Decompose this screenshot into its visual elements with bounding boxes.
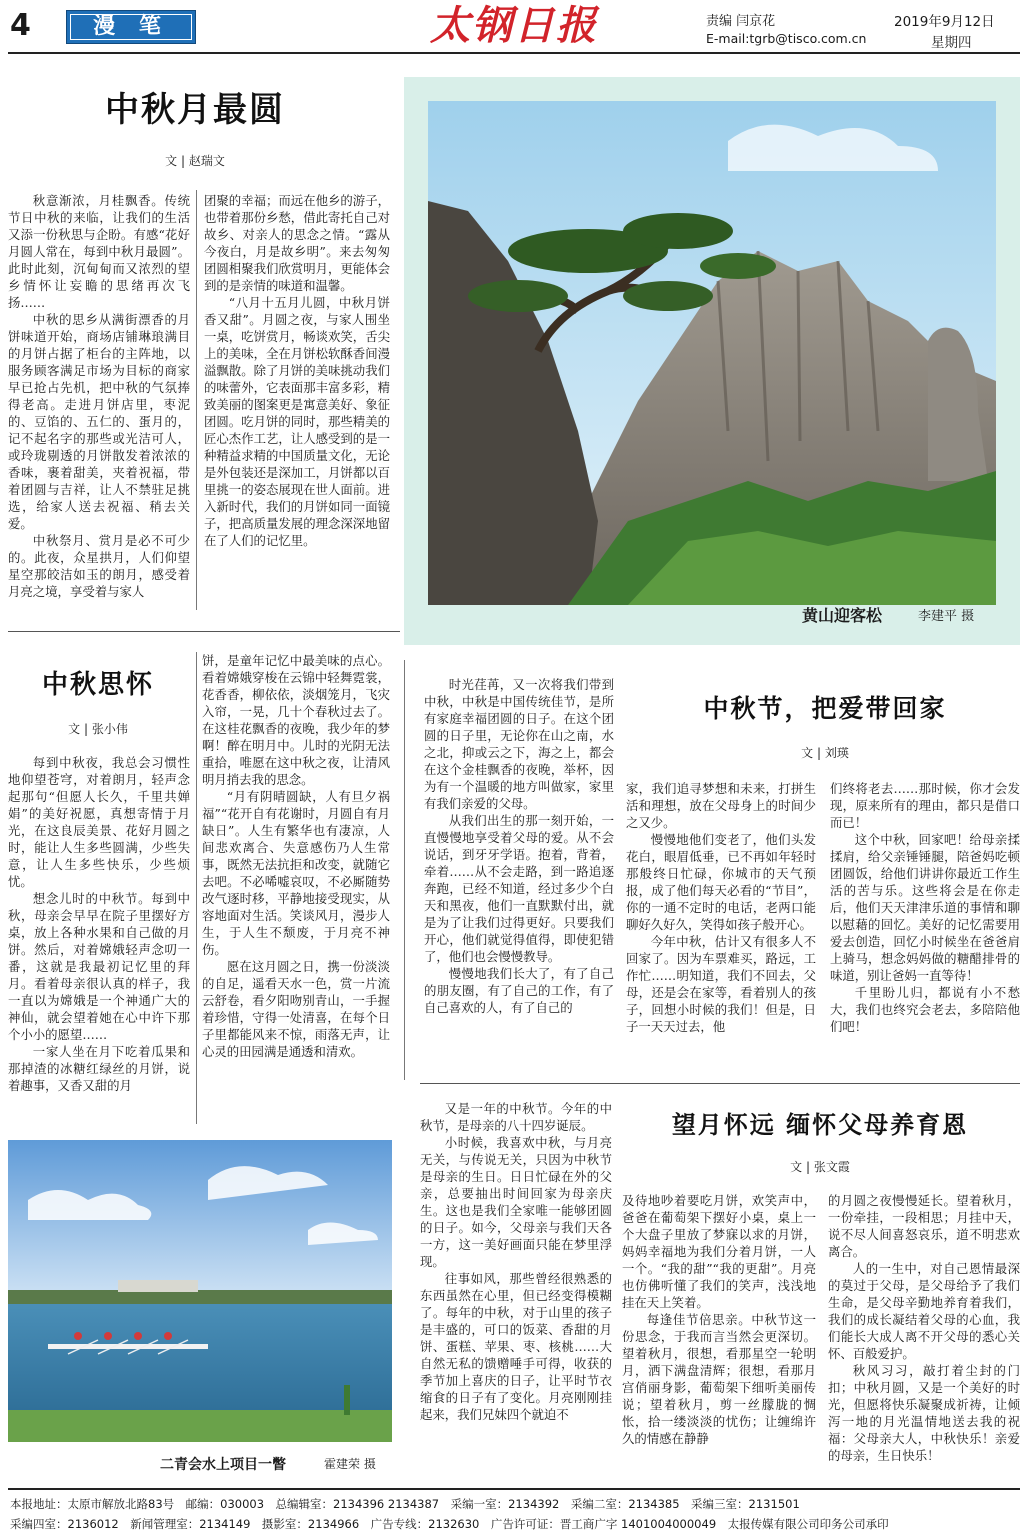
- article4-title: 望月怀远 缅怀父母养育恩: [671, 1111, 969, 1139]
- section-rule: [8, 631, 400, 632]
- paragraph: 慢慢地他们变老了，他们头发花白，眼眉低垂，已不再如年轻时那般终日忙碌，你城市的天气预报，成了他们每天必看的“节目”，你的一通不定时的电话，老两口能聊好久好久，笑得如孩子般开心。: [626, 832, 816, 932]
- article3-column-1: [424, 676, 614, 1016]
- paragraph: 时光荏苒，又一次将我们带到中秋，中秋是中国传统佳节，是所有家庭幸福团圆的日子。在这个团圆的日子里，无论你在山之南，水之北，抑或云之下，海之上，都会在这个金桂飘香的夜晚，举杯，因为有一个温暖的地方叫做家，家里有我们亲爱的父母。: [424, 677, 614, 811]
- section-tab: [66, 10, 196, 44]
- photo1-credit: 李建平 摄: [918, 609, 975, 624]
- paragraph: 这个中秋，回家吧！给母亲揉揉肩，给父亲锤锤腿，陪爸妈吃顿团圆饭，给他们讲讲你最近工作生活的苦与乐。这些将会是在你走后，他们天天津津乐道的事情和聊以慰藉的回忆。美好的记忆需要用爱去创造，回忆小时候坐在爸爸肩上骑马，想念妈妈做的糖醋排骨的味道，别让爸妈一直等待！: [830, 832, 1020, 983]
- paragraph: 愿在这月圆之日，携一份淡淡的自足，遥看天水一色，赏一片流云舒卷，看夕阳吻别青山，一手握着珍惜，守得一处清喜，在每个日子里都能风来不惊，雨落无声，让心灵的田园满是通透和清欢。: [202, 959, 390, 1059]
- article3-byline: 文 | 刘瑛: [801, 746, 849, 760]
- photo1-frame: [404, 77, 1020, 645]
- rower: [74, 1332, 82, 1340]
- paragraph: 团聚的幸福；而远在他乡的游子，也带着那份乡愁，借此寄托自己对故乡、对亲人的思念之情。“露从今夜白，月是故乡明”。来去匆匆团圆相聚我们欣赏明月，更能体会到的是亲情的味道和温馨。: [204, 193, 390, 293]
- paragraph: 们终将老去……那时候，你才会发现，原来所有的理由，都只是借口而已！: [830, 781, 1020, 830]
- issue-weekday: 星期四: [931, 35, 972, 51]
- paragraph: “八月十五月儿圆，中秋月饼香又甜”。月圆之夜，与家人围坐一桌，吃饼赏月，畅谈欢笑，舌尖上的美味，全在月饼松软酥香间漫溢飘散。除了月饼的美味挑动我们的味蕾外，它表面那丰富多彩，精致美丽的图案更是寓意美好、象征团圆。吃月饼的同时，那些精美的匠心杰作工艺，让人感受到的是一种精益求精的中国质量文化，无论是外包装还是深加工，月饼都以百里挑一的姿态展现在世人面前。进入新时代，我们的月饼如同一面镜子，把高质量发展的理念深深地留在了人们的记忆里。: [204, 295, 390, 548]
- article2-title: 中秋思怀: [41, 670, 154, 700]
- article4-byline: 文 | 张文霞: [790, 1160, 850, 1174]
- article2-column-1: [8, 754, 190, 1094]
- footer-line-2: 采编四室：2136012 新闻管理室：2134149 摄影室：2134966 广告专线：2132630 广告许可证：晋工商广字 1401004000049 太报传媒有限公司印务公司承印: [10, 1517, 889, 1531]
- column-divider: [196, 652, 197, 1124]
- article3-column-2: [626, 780, 816, 1035]
- water: [8, 1304, 392, 1414]
- paragraph: 饼，是童年记忆中最美味的点心。看着嫦娥穿梭在云锦中轻舞霓裳，花香香，柳依依，淡烟笼月，飞灾入帘，一晃，几十个春秋过去了。在这桂花飘香的夜晚，我少年的梦啊！醉在明月中。儿时的光阴无法重拾，唯愿在这中秋之夜，让清风明月捎去我的思念。: [202, 653, 390, 787]
- paragraph: 一家人坐在月下吃着瓜果和那掉渣的冰糖红绿丝的月饼，说着趣事，又香又甜的月: [8, 1044, 190, 1093]
- paragraph: 每逢佳节倍思亲。中秋节这一份思念，于我而言当然会更深切。望着秋月，很想，看那星空一轮明月，洒下满盘清辉；很想，看那月宫俏丽身影，葡萄架下细听美丽传说；望着秋月，剪一丝朦胧的惆怅，拾一缕淡淡的忧伤；让缠绵许久的情感在静静: [622, 1312, 816, 1446]
- section-rule: [420, 1083, 1020, 1084]
- paragraph: 秋意渐浓，月桂飘香。传统节日中秋的来临，让我们的生活又添一份秋思与企盼。有感“花好月圆人常在，每到中秋月最圆”。此时此刻，沉甸甸而又浓烈的望乡情怀让妄瞻的思绪再次飞扬……: [8, 193, 190, 310]
- article4-column-2: [622, 1192, 816, 1447]
- paragraph: 慢慢地我们长大了，有了自己的朋友圈，有了自己的工作，有了自己喜欢的人，有了自己的: [424, 966, 614, 1015]
- pine-canopy: [623, 281, 713, 311]
- rower: [164, 1332, 172, 1340]
- rowing-photo: [8, 1140, 392, 1442]
- paragraph: 小时候，我喜欢中秋，与月亮无关，与传说无关，只因为中秋节是母亲的生日。日日忙碌在外的父亲，总要抽出时间回家为母亲庆生。这也是我们全家唯一能够团圆的日子。如今，父母亲与我们天各一方，这一美好画面只能在梦里浮现。: [420, 1135, 612, 1269]
- footer-line-1: 本报地址：太原市解放北路83号 邮编：030003 总编辑室：2134396 2134387 采编一室：2134392 采编二室：2134385 采编三室：2131501: [10, 1497, 800, 1511]
- huangshan-pine-photo: [428, 101, 996, 605]
- article4-column-3: [828, 1192, 1020, 1464]
- editor-email: E-mail:tgrb@tisco.com.cn: [706, 31, 867, 46]
- rower: [104, 1332, 112, 1340]
- page-number: 4: [10, 8, 31, 43]
- grass-tuft: [344, 1385, 350, 1415]
- rowing-boat: [48, 1344, 208, 1349]
- paragraph: 千里盼儿归，都说有小不愁大，我们也终究会老去，多陪陪他们吧！: [830, 985, 1020, 1034]
- masthead-logo: 太钢日报: [430, 2, 598, 49]
- editor-credit: 责编 闫京花: [706, 14, 776, 29]
- paragraph: 家，我们追寻梦想和未来，打拼生活和理想，放在父母身上的时间少之又少。: [626, 781, 816, 830]
- paragraph: 今年中秋，估计又有很多人不回家了。因为车票难买，路远，工作忙……明知道，我们不回去，父母，还是会在家等，看着别人的孩子，回想小时候的我们！但是，日子一天天过去，他: [626, 934, 816, 1034]
- paragraph: 秋风习习，敲打着尘封的门扣；中秋月圆，又是一个美好的时光，但愿将快乐凝聚成祈祷，让倾泻一地的月光温情地送去我的祝福：父母亲大人，中秋快乐！亲爱的母亲，生日快乐！: [828, 1363, 1020, 1463]
- rower: [134, 1332, 142, 1340]
- landscape-illustration: [428, 101, 996, 605]
- footer-rule: [8, 1488, 1020, 1490]
- photo1-caption: 黄山迎客松: [802, 606, 883, 625]
- rowing-illustration: [8, 1140, 392, 1442]
- issue-date: 2019年9月12日: [894, 14, 995, 30]
- paragraph: 往事如风，那些曾经很熟悉的东西虽然在心里，但已经变得模糊了。每年的中秋，对于山里的孩子是丰盛的，可口的饭菜、香甜的月饼、蛋糕、苹果、枣、核桃……大自然无私的馈赠唾手可得，收获的季节加上喜庆的日子，让平时节衣缩食的日子有了变化。月亮刚刚挂起来，我们兄妹四个就迫不: [420, 1271, 612, 1422]
- article4-column-1: [420, 1100, 612, 1423]
- paragraph: 及待地吵着要吃月饼，欢笑声中，爸爸在葡萄架下摆好小桌，桌上一个大盘子里放了梦寐以求的月饼，妈妈幸福地为我们分着月饼，一人一个。“我的甜”“我的更甜”。月亮也仿佛听懂了我们的笑声，浅浅地挂在天上笑着。: [622, 1193, 816, 1310]
- article1-byline: 文 | 赵瑞文: [165, 154, 225, 168]
- paragraph: 想念儿时的中秋节。每到中秋，母亲会早早在院子里摆好方桌，放上各种水果和自己做的月饼。然后，对着嫦娥轻声念叨一番，这就是我最初记忆里的拜月。看着母亲很认真的样子，我一直以为嫦娥是一个神通广大的神仙，就会望着她在心中许下那个小小的愿望……: [8, 891, 190, 1042]
- column-divider: [404, 660, 405, 1080]
- article1-title: 中秋月最圆: [105, 90, 285, 130]
- header-rule: [8, 52, 1020, 54]
- article1-column-2: [204, 192, 390, 549]
- paragraph: 中秋祭月、赏月是必不可少的。此夜，众星拱月，人们仰望星空那皎洁如玉的朗月，感受着月亮之境，享受着与家人: [8, 533, 190, 599]
- buildings: [118, 1280, 198, 1292]
- paragraph: 的月圆之夜慢慢延长。望着秋月，一份牵挂，一段相思；月挂中天，说不尽人间喜怒哀乐，道不明悲欢离合。: [828, 1193, 1020, 1259]
- paragraph: “月有阴晴圆缺，人有旦夕祸福”“花开自有花谢时，月圆自有月缺日”。人生有繁华也有凄凉，人间悲欢离合、失意感伤乃人生常事，既然无法抗拒和改变，就随它去吧。不必唏嘘哀叹，不必厮随势改气逐时移，平静地接受现实，从容地面对生活。笑谈风月，漫步人生，于人生不颓废，于月亮不神伤。: [202, 789, 390, 957]
- far-shore: [8, 1290, 392, 1304]
- footer-inner: [10, 1494, 889, 1534]
- photo2-credit: 霍建荣 摄: [324, 1457, 376, 1471]
- article2-byline: 文 | 张小伟: [68, 722, 128, 736]
- paragraph: 中秋的思乡从满街漂香的月饼味道开始，商场店铺琳琅满目的月饼占据了柜台的主阵地，以服务顾客满足市场为目标的商家早已抢占先机，把中秋的气氛捧得老高。走进月饼店里，枣泥的、豆馅的、五仁的、蛋月的，记不起名字的那些或光洁可人，或玲珑剔透的月饼散发着浓浓的香味，裹着甜美，夹着祝福，带着团圆与吉祥，让人不禁驻足挑选，给家人送去祝福、稍去关爱。: [8, 312, 190, 531]
- article1-column-1: [8, 192, 190, 600]
- pine-canopy: [623, 213, 733, 249]
- paragraph: 从我们出生的那一刻开始，一直慢慢地享受着父母的爱。从不会说话，到牙牙学语。抱着，背着，牵着……从不会走路，到一路追逐奔跑，已经不知道，经过多少个白天和黑夜，他们一直默默付出，就是为了让我们过得更好。只要我们开心，他们就觉得值得，即使犯错了，他们也会慢慢教导。: [424, 813, 614, 964]
- pine-canopy: [468, 280, 568, 312]
- article3-column-3: [830, 780, 1020, 1035]
- article2-column-2: [202, 652, 390, 1060]
- paragraph: 每到中秋夜，我总会习惯性地仰望苍穹，对着朗月，轻声念起那句“但愿人长久，千里共婵娟”的美好祝愿，真想寄情于月光，在这良辰美景、花好月圆之时，能让人生多些圆满，少些失意，让人生多些快乐，少些烦忧。: [8, 755, 190, 889]
- photo2-caption: 二青会水上项目一瞥: [160, 1457, 286, 1473]
- pine-canopy: [700, 253, 776, 279]
- paragraph: 又是一年的中秋节。今年的中秋节，是母亲的八十四岁诞辰。: [420, 1101, 612, 1133]
- near-bank: [8, 1410, 392, 1442]
- paragraph: 人的一生中，对自己恩情最深的莫过于父母，是父母给予了我们生命，是父母辛勤地养育着我们，我们的成长凝结着父母的心血，我们能长大成人离不开父母的悉心关怀、百般爱护。: [828, 1261, 1020, 1361]
- article3-title: 中秋节，把爱带回家: [703, 694, 947, 723]
- footer-info: [10, 1494, 1022, 1538]
- column-divider: [196, 190, 197, 610]
- section-name: 漫 笔: [93, 14, 169, 39]
